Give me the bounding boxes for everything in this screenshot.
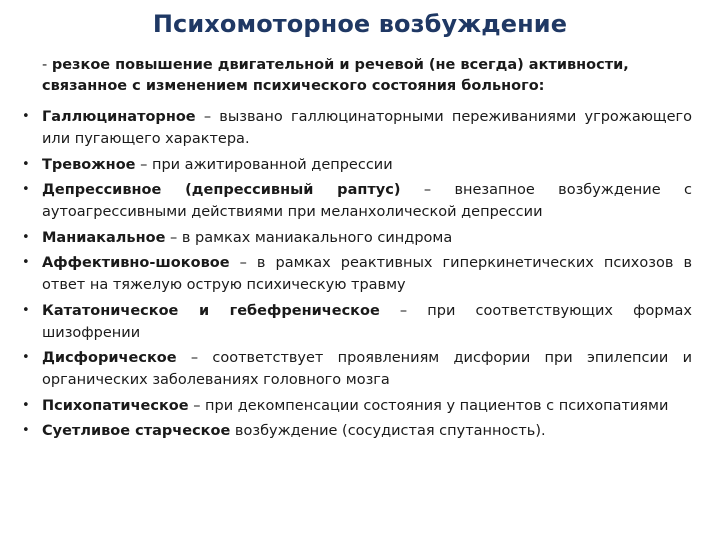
- item-text: – соответствует проявлениям дисфории при эпилепсии и органических заболеваниях головного мозга: [42, 350, 692, 388]
- item-text: – в рамках реактивных гиперкинетических психозов в ответ на тяжелую острую психическую травму: [42, 255, 692, 293]
- list-item: [20, 154, 692, 176]
- list-item: [20, 347, 692, 391]
- item-text: – вызвано галлюцинаторными переживаниями угрожающего или пугающего характера.: [42, 109, 692, 147]
- item-term: Психопатическое: [42, 397, 189, 414]
- item-term: Суетливое старческое: [42, 423, 231, 439]
- item-text: возбуждение (сосудистая спутанность).: [230, 423, 546, 439]
- bullet-icon: •: [22, 302, 30, 318]
- list-item: [20, 106, 692, 150]
- intro-dash: -: [42, 57, 52, 73]
- list-item: [20, 395, 692, 417]
- list-item: [20, 179, 692, 223]
- bullet-icon: •: [22, 423, 30, 438]
- item-term: Тревожное: [42, 156, 136, 173]
- list-item: [20, 300, 692, 344]
- bullet-icon: •: [22, 397, 30, 413]
- list-item: [20, 252, 692, 296]
- bullet-icon: •: [22, 156, 30, 172]
- list-item: [20, 227, 692, 249]
- bullet-icon: •: [22, 229, 30, 245]
- item-text: – при соответствующих формах шизофрении: [42, 302, 692, 341]
- item-text: – внезапное возбуждение с аутоагрессивными действиями при меланхолической депрессии: [42, 182, 692, 220]
- item-term: Галлюцинаторное: [42, 109, 196, 125]
- item-term: Аффективно-шоковое: [42, 255, 230, 271]
- bullet-icon: •: [22, 182, 30, 197]
- bullet-icon: •: [22, 255, 30, 270]
- excitement-types-list: [20, 106, 692, 446]
- item-text: – при декомпенсации состояния у пациентов с психопатиями: [188, 397, 669, 414]
- list-item: [20, 420, 692, 442]
- intro-text: резкое повышение двигательной и речевой (не всегда) активности, связанное с изменением психического состояния больного:: [42, 57, 629, 94]
- item-text: – при ажитированной депрессии: [135, 156, 393, 173]
- item-term: Депрессивное (депрессивный раптус): [42, 182, 401, 198]
- slide-title: Психомоторное возбуждение: [152, 10, 568, 38]
- bullet-icon: •: [22, 109, 30, 124]
- item-term: Маниакальное: [42, 229, 166, 246]
- bullet-icon: •: [22, 350, 30, 365]
- item-text: – в рамках маниакального синдрома: [165, 229, 453, 246]
- item-term: Кататоническое и гебефреническое: [42, 302, 380, 319]
- intro-definition: [42, 55, 687, 97]
- item-term: Дисфорическое: [42, 350, 177, 366]
